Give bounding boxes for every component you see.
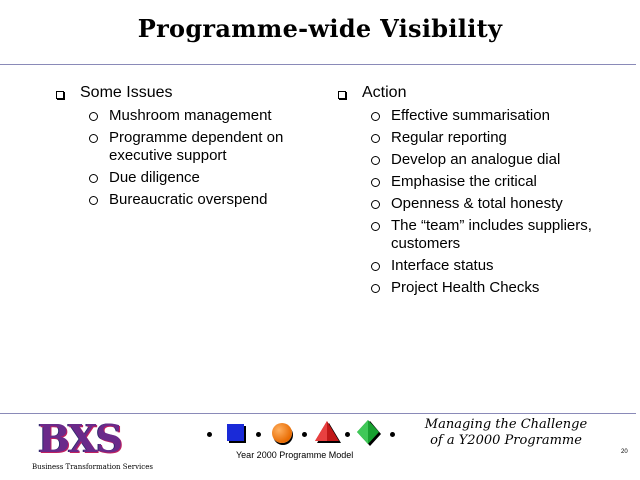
- dot-icon: [390, 432, 395, 437]
- list-item: [338, 279, 608, 297]
- issues-list: [56, 107, 326, 209]
- circle-bullet-icon: [371, 178, 380, 187]
- bottom-divider: [0, 413, 636, 414]
- list-item: [338, 151, 608, 169]
- square-bullet-icon: [338, 91, 346, 99]
- list-item: [56, 129, 326, 165]
- list-item-text: Mushroom management: [109, 107, 272, 124]
- circle-bullet-icon: [371, 200, 380, 209]
- issues-heading-text: Some Issues: [80, 84, 173, 101]
- dot-icon: [207, 432, 212, 437]
- list-item: [56, 169, 326, 187]
- dot-icon: [302, 432, 307, 437]
- tagline: [411, 417, 601, 449]
- list-item: [338, 257, 608, 275]
- circle-bullet-icon: [371, 222, 380, 231]
- square-bullet-icon: [56, 91, 64, 99]
- list-item-text: The “team” includes suppliers, customers: [391, 217, 592, 252]
- list-item-text: Effective summarisation: [391, 107, 550, 124]
- circle-bullet-icon: [89, 174, 98, 183]
- tagline-line-1: Managing the Challenge: [424, 417, 588, 432]
- issues-heading: [56, 83, 326, 103]
- circle-bullet-icon: [371, 156, 380, 165]
- red-triangle-icon: [314, 420, 342, 444]
- circle-bullet-icon: [89, 134, 98, 143]
- tagline-line-2: of a Y2000 Programme: [430, 433, 582, 448]
- list-item: [338, 107, 608, 125]
- bxs-logo: BXS: [38, 416, 122, 461]
- list-item: [338, 173, 608, 191]
- slide-title: Programme-wide Visibility: [137, 14, 503, 43]
- logo-caption: Business Transformation Services: [32, 463, 153, 471]
- action-heading-text: Action: [362, 84, 407, 101]
- list-item-text: Openness & total honesty: [391, 195, 563, 212]
- action-column: [338, 83, 608, 301]
- list-item: [338, 217, 608, 253]
- dot-icon: [345, 432, 350, 437]
- list-item-text: Emphasise the critical: [391, 173, 537, 190]
- circle-bullet-icon: [371, 112, 380, 121]
- green-diamond-icon: [356, 419, 382, 447]
- issues-column: [56, 83, 326, 213]
- list-item-text: Programme dependent on executive support: [109, 129, 284, 164]
- circle-bullet-icon: [371, 262, 380, 271]
- top-divider: [0, 64, 636, 65]
- list-item-text: Due diligence: [109, 169, 200, 186]
- list-item-text: Bureaucratic overspend: [109, 191, 268, 208]
- list-item-text: Project Health Checks: [391, 279, 540, 296]
- page-number: 20: [621, 449, 628, 455]
- list-item-text: Regular reporting: [391, 129, 507, 146]
- circle-bullet-icon: [89, 112, 98, 121]
- action-list: [338, 107, 608, 297]
- circle-bullet-icon: [371, 134, 380, 143]
- programme-model-label: Year 2000 Programme Model: [236, 450, 354, 460]
- action-heading: [338, 83, 608, 103]
- blue-square-icon: [227, 424, 244, 441]
- dot-icon: [256, 432, 261, 437]
- list-item-text: Interface status: [391, 257, 494, 274]
- circle-bullet-icon: [89, 196, 98, 205]
- list-item: [338, 129, 608, 147]
- circle-bullet-icon: [371, 284, 380, 293]
- list-item: [56, 107, 326, 125]
- list-item: [338, 195, 608, 213]
- list-item: [56, 191, 326, 209]
- orange-circle-icon: [272, 423, 292, 443]
- list-item-text: Develop an analogue dial: [391, 151, 561, 168]
